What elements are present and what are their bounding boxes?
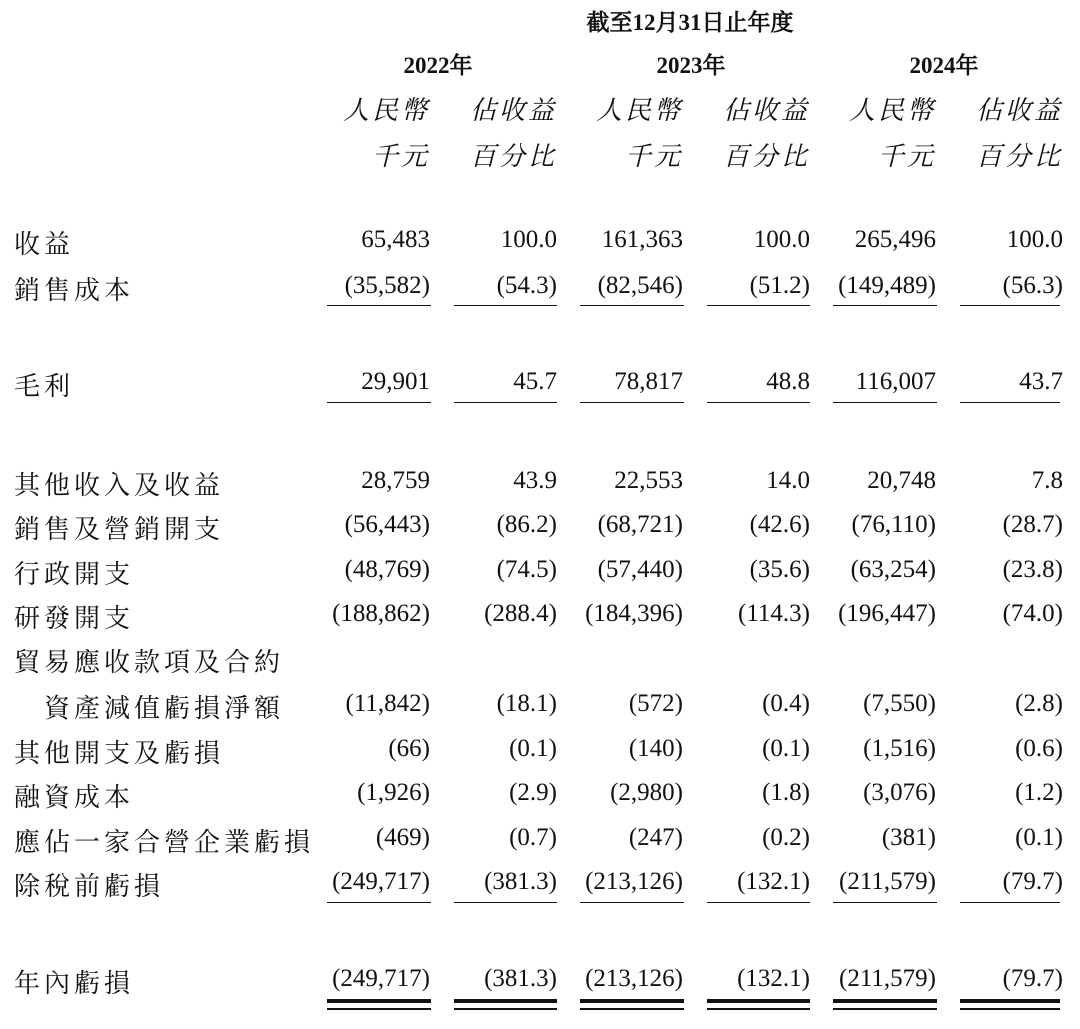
percent-cell: 100.0 (753, 226, 810, 253)
percent-cell: (42.6) (749, 511, 810, 538)
year-header-2024: 2024年 (909, 53, 979, 78)
amount-cell: (149,489) (838, 272, 936, 299)
percent-cell: (0.1) (509, 735, 557, 762)
subtotal-rule (960, 305, 1060, 306)
unit-pct-revenue: 佔收益 (975, 96, 1063, 125)
amount-cell: (469) (375, 824, 430, 851)
year-header-2022: 2022年 (403, 53, 473, 78)
percent-cell: (0.1) (762, 735, 810, 762)
subtotal-rule (580, 902, 684, 903)
amount-cell: (68,721) (597, 511, 683, 538)
subtotal-rule (833, 902, 937, 903)
amount-cell: 20,748 (867, 467, 936, 494)
subtotal-rule (454, 305, 557, 306)
row-label: 應佔一家合營企業虧損 (14, 828, 315, 857)
amount-cell: (381) (881, 824, 936, 851)
percent-cell: (74.5) (496, 556, 557, 583)
amount-cell: (213,126) (585, 965, 683, 992)
amount-cell: (35,582) (344, 272, 430, 299)
amount-cell: (63,254) (850, 556, 936, 583)
subtotal-rule (707, 305, 810, 306)
subtotal-rule (707, 902, 810, 903)
percent-cell: (132.1) (737, 965, 810, 992)
amount-cell: (11,842) (345, 690, 430, 717)
percent-cell: (1.2) (1015, 779, 1063, 806)
percent-cell: (23.8) (1002, 556, 1063, 583)
amount-cell: (2,980) (610, 779, 683, 806)
percent-cell: (0.2) (762, 824, 810, 851)
amount-cell: (247) (628, 824, 683, 851)
amount-cell: 65,483 (361, 226, 430, 253)
subtotal-rule (960, 902, 1060, 903)
unit-pct-percent: 百分比 (469, 142, 557, 171)
amount-cell: 161,363 (601, 226, 683, 253)
total-double-rule (580, 999, 684, 1007)
total-double-rule (960, 1008, 1060, 1010)
amount-cell: (211,579) (839, 965, 936, 992)
row-label: 除稅前虧損 (14, 872, 165, 901)
period-header: 截至12月31日止年度 (586, 10, 794, 35)
total-double-rule (707, 1008, 810, 1010)
unit-amount-thousand: 千元 (624, 142, 683, 171)
percent-cell: (51.2) (749, 272, 810, 299)
row-label: 其他開支及虧損 (14, 739, 225, 768)
percent-cell: (381.3) (484, 965, 557, 992)
subtotal-rule (960, 402, 1060, 403)
amount-cell: (249,717) (332, 965, 430, 992)
percent-cell: (2.9) (509, 779, 557, 806)
row-label: 貿易應收款項及合約 (14, 648, 285, 677)
amount-cell: (48,769) (344, 556, 430, 583)
percent-cell: (132.1) (737, 868, 810, 895)
year-header-2023: 2023年 (656, 53, 726, 78)
percent-cell: 14.0 (766, 467, 810, 494)
amount-cell: 29,901 (361, 368, 430, 395)
total-double-rule (833, 1008, 937, 1010)
unit-amount-thousand: 千元 (371, 142, 430, 171)
total-double-rule (960, 999, 1060, 1007)
subtotal-rule (833, 305, 937, 306)
row-label: 融資成本 (14, 783, 135, 812)
percent-cell: (18.1) (496, 690, 557, 717)
subtotal-rule (327, 402, 431, 403)
percent-cell: (56.3) (1002, 272, 1063, 299)
row-label: 其他收入及收益 (14, 471, 225, 500)
unit-pct-revenue: 佔收益 (722, 96, 810, 125)
amount-cell: (56,443) (344, 511, 430, 538)
unit-amount-thousand: 千元 (877, 142, 936, 171)
amount-cell: (3,076) (863, 779, 936, 806)
unit-amount-currency: 人民幣 (342, 96, 430, 125)
percent-cell: (74.0) (1002, 600, 1063, 627)
percent-cell: (54.3) (496, 272, 557, 299)
percent-cell: (0.7) (509, 824, 557, 851)
total-double-rule (327, 1008, 431, 1010)
amount-cell: (211,579) (839, 868, 936, 895)
percent-cell: 43.7 (1019, 368, 1063, 395)
amount-cell: (249,717) (332, 868, 430, 895)
unit-amount-currency: 人民幣 (848, 96, 936, 125)
subtotal-rule (454, 902, 557, 903)
percent-cell: 100.0 (500, 226, 557, 253)
amount-cell: (572) (628, 690, 683, 717)
amount-cell: (184,396) (585, 600, 683, 627)
unit-pct-revenue: 佔收益 (469, 96, 557, 125)
percent-cell: 45.7 (513, 368, 557, 395)
row-label: 行政開支 (14, 560, 135, 589)
percent-cell: (381.3) (484, 868, 557, 895)
subtotal-rule (580, 402, 684, 403)
amount-cell: 265,496 (854, 226, 936, 253)
amount-cell: (82,546) (597, 272, 683, 299)
percent-cell: (35.6) (749, 556, 810, 583)
percent-cell: (0.6) (1015, 735, 1063, 762)
subtotal-rule (580, 305, 684, 306)
row-label: 銷售及營銷開支 (14, 515, 225, 544)
amount-cell: 28,759 (361, 467, 430, 494)
amount-cell: (57,440) (597, 556, 683, 583)
percent-cell: 43.9 (513, 467, 557, 494)
percent-cell: 100.0 (1006, 226, 1063, 253)
amount-cell: (188,862) (332, 600, 430, 627)
subtotal-rule (454, 402, 557, 403)
percent-cell: (79.7) (1002, 868, 1063, 895)
row-label: 銷售成本 (14, 276, 135, 305)
amount-cell: (66) (388, 735, 430, 762)
amount-cell: (213,126) (585, 868, 683, 895)
amount-cell: 22,553 (614, 467, 683, 494)
percent-cell: (0.4) (762, 690, 810, 717)
subtotal-rule (833, 402, 937, 403)
amount-cell: (7,550) (863, 690, 936, 717)
subtotal-rule (707, 402, 810, 403)
amount-cell: 116,007 (855, 368, 936, 395)
percent-cell: (79.7) (1002, 965, 1063, 992)
percent-cell: (86.2) (496, 511, 557, 538)
percent-cell: (2.8) (1015, 690, 1063, 717)
percent-cell: (288.4) (484, 600, 557, 627)
amount-cell: (196,447) (838, 600, 936, 627)
total-double-rule (707, 999, 810, 1007)
unit-pct-percent: 百分比 (722, 142, 810, 171)
unit-pct-percent: 百分比 (975, 142, 1063, 171)
amount-cell: (76,110) (851, 511, 936, 538)
row-label: 年內虧損 (14, 969, 135, 998)
amount-cell: (140) (628, 735, 683, 762)
percent-cell: 7.8 (1031, 467, 1063, 494)
total-double-rule (833, 999, 937, 1007)
amount-cell: (1,926) (357, 779, 430, 806)
percent-cell: (1.8) (762, 779, 810, 806)
unit-amount-currency: 人民幣 (595, 96, 683, 125)
total-double-rule (327, 999, 431, 1007)
row-label: 資產減值虧損淨額 (44, 694, 285, 723)
row-label: 收益 (14, 230, 75, 259)
amount-cell: (1,516) (863, 735, 936, 762)
percent-cell: (0.1) (1015, 824, 1063, 851)
row-label: 研發開支 (14, 604, 135, 633)
total-double-rule (580, 1008, 684, 1010)
subtotal-rule (327, 902, 431, 903)
percent-cell: (28.7) (1002, 511, 1063, 538)
total-double-rule (454, 999, 557, 1007)
row-label: 毛利 (14, 372, 75, 401)
percent-cell: (114.3) (738, 600, 810, 627)
subtotal-rule (327, 305, 431, 306)
amount-cell: 78,817 (614, 368, 683, 395)
total-double-rule (454, 1008, 557, 1010)
percent-cell: 48.8 (766, 368, 810, 395)
